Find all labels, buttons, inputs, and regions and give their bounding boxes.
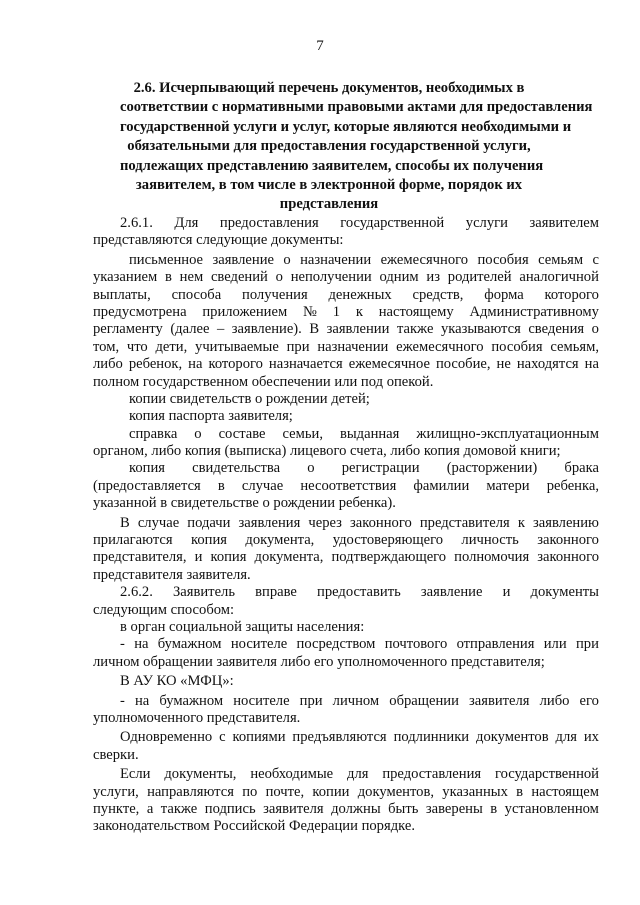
text-line: [93, 304, 599, 321]
word: -: [120, 636, 125, 653]
heading-line: государственной услуги и услуг, которые являются необходимыми и: [120, 118, 572, 135]
word: Административному: [469, 303, 599, 320]
word: личном: [332, 692, 380, 709]
text-line: [93, 321, 599, 338]
word: документа,: [245, 532, 315, 549]
word: при: [575, 636, 599, 653]
word: также: [160, 800, 198, 817]
word: бумажном: [159, 692, 224, 709]
word: заверены: [425, 800, 483, 817]
word: дети,: [155, 338, 188, 355]
word: подачи: [187, 514, 231, 531]
word: для: [347, 766, 369, 783]
paragraph-passport: копия паспорта заявителя;: [129, 408, 293, 425]
word: учитываемые: [195, 338, 279, 355]
word: документов,: [357, 783, 435, 800]
word: неполучении: [290, 269, 372, 286]
word: законного: [537, 549, 599, 566]
text-line: следующим способом:: [93, 601, 235, 618]
word: полномочия: [454, 549, 530, 566]
word: средств,: [412, 286, 464, 303]
text-line: указанной в свидетельстве о рождении ребенка).: [93, 495, 396, 512]
paragraph-2-6-1: [93, 215, 599, 250]
word: семьи,: [282, 425, 323, 442]
word: копиями: [232, 729, 286, 746]
heading-line: 2.6. Исчерпывающий перечень документов, необходимых в: [133, 80, 525, 96]
word: направляются: [147, 783, 234, 800]
word: получения: [242, 286, 308, 303]
word: справка: [129, 425, 178, 442]
word: посредством: [296, 636, 376, 653]
word: а: [146, 800, 154, 817]
text-line: [93, 532, 599, 549]
text-line: [93, 252, 599, 269]
word: почте,: [265, 783, 305, 800]
word: письменное: [129, 251, 204, 268]
word: одним: [379, 269, 419, 286]
word: В: [309, 321, 320, 338]
word: о: [307, 460, 315, 477]
word: назначении: [317, 338, 389, 355]
word: ежемесячного: [396, 338, 484, 355]
word: заявление: [420, 584, 483, 601]
text-line: [93, 356, 599, 373]
word: пособие,: [435, 356, 491, 373]
word: личность: [461, 532, 519, 549]
word: носителе: [230, 636, 288, 653]
heading-line: обязательными для предоставления государственной услуги,: [127, 138, 531, 155]
word: Для: [174, 215, 199, 231]
text-line: [93, 339, 599, 356]
word: фамилии: [413, 477, 470, 494]
word: семьям,: [550, 338, 599, 355]
word: ребенок,: [128, 356, 183, 373]
word: –: [216, 321, 225, 338]
word: услуги: [465, 215, 508, 231]
word: и: [194, 549, 203, 566]
paragraph-application: [93, 252, 599, 391]
word: предусмотрена: [93, 303, 187, 320]
heading-line: представления: [279, 196, 379, 213]
text-line: [93, 636, 599, 653]
word: на: [188, 356, 203, 373]
word: назначается: [268, 356, 343, 373]
word: выплаты,: [93, 286, 151, 303]
word: денежных: [328, 286, 392, 303]
text-line: [93, 215, 599, 232]
word: подлинники: [393, 729, 470, 746]
word: либо: [93, 356, 123, 373]
word: указываются: [440, 321, 521, 338]
word: из: [426, 269, 440, 286]
word: на: [584, 356, 599, 373]
word: семьям: [538, 251, 584, 268]
word: копия: [129, 460, 165, 477]
word: о: [194, 425, 202, 442]
word: настоящем: [531, 783, 599, 800]
word: предоставить: [317, 584, 401, 601]
word: быть: [388, 800, 419, 817]
word: в: [217, 477, 225, 494]
word: №: [303, 303, 317, 320]
word: в: [164, 269, 172, 286]
word: Заявитель: [172, 584, 235, 601]
word: находятся: [516, 356, 579, 373]
text-line: [93, 766, 599, 783]
word: подтверждающего: [331, 549, 447, 566]
text-line: личном обращении заявителя либо его уполномоченного представителя;: [93, 653, 545, 670]
word: бумажном: [157, 636, 222, 653]
word: нем: [179, 269, 204, 286]
word: услуги,: [93, 783, 139, 800]
word: жилищно-эксплуатационным: [416, 425, 599, 442]
heading-line: подлежащих представлению заявителем, способы их получения: [120, 157, 544, 174]
word: несоответствия: [300, 477, 397, 494]
word: к: [517, 514, 525, 531]
word: пособия: [477, 251, 529, 268]
word: их: [583, 729, 599, 746]
section-heading: [120, 79, 593, 215]
word: установленном: [504, 800, 599, 817]
word: о: [591, 321, 599, 338]
text-line: органом, либо копия (выписка) лицевого счета, либо копия домовой книги;: [93, 443, 561, 460]
text-line: полном государственном обеспечении или под опекой.: [93, 373, 434, 390]
word: документов: [476, 729, 549, 746]
paragraph-marriage-certificate: [93, 460, 599, 512]
word: форма: [484, 286, 524, 303]
word: копии: [312, 783, 350, 800]
word: что: [126, 338, 148, 355]
word: 2.6.1.: [120, 215, 153, 231]
text-line: [93, 801, 599, 818]
word: прилагаются: [93, 532, 173, 549]
text-line: уполномоченного представителя.: [93, 709, 301, 726]
word: законного: [350, 514, 412, 531]
word: случае: [241, 477, 284, 494]
word: удостоверяющего: [332, 532, 443, 549]
text-line: [93, 460, 599, 477]
word: представителя: [419, 514, 510, 531]
text-line: [93, 729, 599, 746]
word: пособия: [491, 338, 543, 355]
word: способа: [171, 286, 222, 303]
word: Одновременно: [120, 729, 213, 746]
word: которого: [544, 286, 599, 303]
word: указанных: [442, 783, 508, 800]
word: пункте,: [93, 800, 140, 817]
word: на: [134, 692, 150, 709]
word: заявителя: [263, 800, 324, 817]
word: указанием: [93, 269, 158, 286]
word: необходимые: [250, 766, 334, 783]
word: к: [355, 303, 363, 320]
text-line: [93, 693, 599, 710]
document-body: [93, 215, 599, 836]
word: и: [502, 584, 511, 601]
word: заявление).: [231, 321, 302, 338]
word: предоставления: [219, 215, 319, 231]
word: заявителя: [469, 692, 530, 709]
word: (расторжении): [446, 460, 538, 477]
word: вправе: [255, 584, 297, 601]
word: при: [299, 692, 323, 709]
word: регламенту: [93, 321, 163, 338]
word: документа,: [254, 549, 324, 566]
paragraph-representative: [93, 515, 599, 585]
paragraph-paper-mail: [93, 636, 599, 671]
heading-line: соответствии с нормативными правовыми актами для предоставления: [120, 99, 593, 116]
text-line: представляются следующие документы:: [93, 232, 344, 249]
word: документы,: [164, 766, 237, 783]
paragraph-family-certificate: [93, 426, 599, 461]
word: случае: [137, 514, 180, 531]
paragraph-originals: [93, 729, 599, 764]
text-line: [93, 478, 599, 495]
paragraph-social-protection: в орган социальной защиты населения:: [120, 618, 365, 635]
word: регистрации: [341, 460, 420, 477]
word: Если: [120, 766, 151, 783]
word: должны: [331, 800, 381, 817]
paragraph-paper-personal: [93, 693, 599, 728]
text-line: [93, 784, 599, 801]
paragraph-postal: [93, 766, 599, 836]
word: (далее: [170, 321, 210, 338]
word: почтового: [384, 636, 448, 653]
word: приложением: [202, 303, 288, 320]
word: сведения: [528, 321, 585, 338]
word: о: [283, 251, 291, 268]
word: матери: [486, 477, 530, 494]
word: о: [275, 269, 283, 286]
word: обращении: [389, 692, 459, 709]
word: (предоставляется: [93, 477, 201, 494]
word: выданная: [339, 425, 400, 442]
text-line: [93, 584, 599, 601]
word: отправления: [456, 636, 535, 653]
word: подпись: [204, 800, 256, 817]
word: документы: [530, 584, 599, 601]
word: не: [496, 356, 511, 373]
word: представителя,: [93, 549, 187, 566]
word: заявителем: [529, 215, 599, 231]
word: с: [592, 251, 599, 268]
word: государственной: [340, 215, 445, 231]
word: свидетельства: [192, 460, 281, 477]
word: 2.6.2.: [120, 584, 153, 601]
word: ежемесячное: [348, 356, 430, 373]
word: заявления: [238, 514, 301, 531]
text-line: [93, 515, 599, 532]
text-line: [93, 549, 599, 566]
word: копия: [191, 532, 227, 549]
word: составе: [218, 425, 266, 442]
word: ежемесячного: [380, 251, 469, 268]
word: сведений: [210, 269, 268, 286]
word: его: [579, 692, 599, 709]
word: на: [134, 636, 149, 653]
word: по: [242, 783, 258, 800]
word: также: [396, 321, 434, 338]
paragraph-mfc: В АУ КО «МФЦ»:: [120, 673, 234, 690]
word: назначении: [300, 251, 372, 268]
word: в: [490, 800, 498, 817]
word: 1: [332, 303, 341, 320]
text-line: представителя заявителя.: [93, 566, 251, 583]
paragraph-2-6-2: [93, 584, 599, 619]
text-line: [93, 269, 599, 286]
word: том,: [93, 338, 120, 355]
word: заявление: [212, 251, 274, 268]
word: которого: [208, 356, 263, 373]
word: либо: [539, 692, 570, 709]
paragraph-birth-certificates: копии свидетельств о рождении детей;: [129, 390, 370, 407]
word: для: [555, 729, 577, 746]
word: государственной: [494, 766, 599, 783]
word: при: [286, 338, 310, 355]
word: настоящему: [378, 303, 454, 320]
word: предоставления: [382, 766, 482, 783]
word: заявлении: [326, 321, 390, 338]
word: носителе: [233, 692, 290, 709]
text-line: сверки.: [93, 746, 139, 763]
word: копия: [210, 549, 247, 566]
word: В: [120, 514, 130, 531]
word: аналогичной: [519, 269, 599, 286]
word: предъявляются: [292, 729, 387, 746]
word: через: [308, 514, 342, 531]
word: или: [543, 636, 567, 653]
word: ребенка,: [546, 477, 599, 494]
text-line: [93, 287, 599, 304]
heading-line: заявителем, в том числе в электронной форме, порядок их: [135, 177, 523, 194]
page-number: 7: [316, 38, 324, 54]
text-line: законодательством Российской Федерации порядке.: [93, 818, 415, 835]
word: -: [120, 692, 125, 709]
text-line: [93, 426, 599, 443]
word: в: [516, 783, 524, 800]
word: брака: [564, 460, 599, 477]
word: законного: [537, 532, 599, 549]
word: родителей: [447, 269, 512, 286]
word: с: [219, 729, 226, 746]
word: заявлению: [533, 514, 599, 531]
